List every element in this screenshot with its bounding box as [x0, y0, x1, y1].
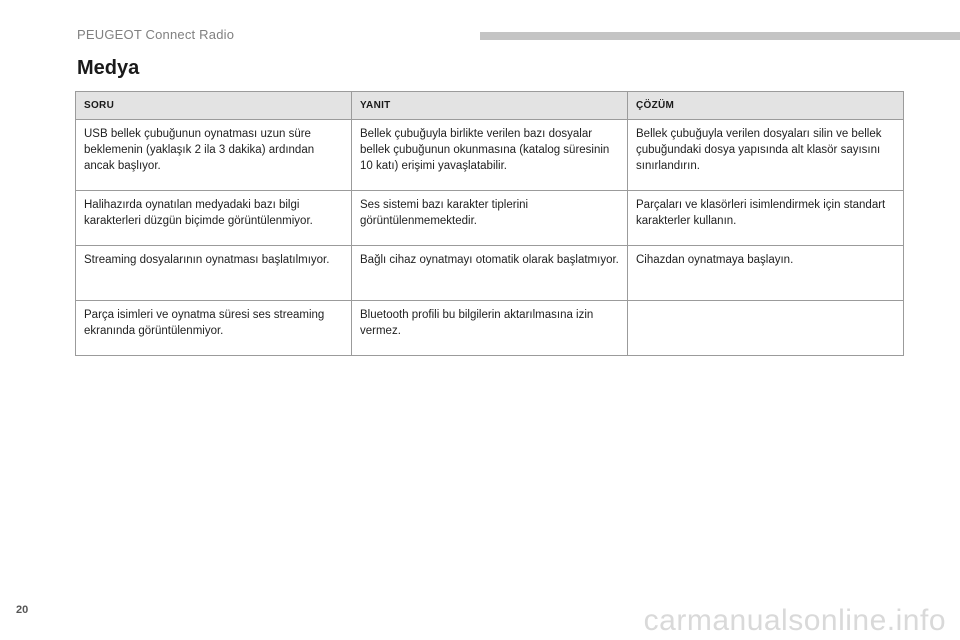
solution-cell: Bellek çubuğuyla verilen dosyaları silin ve bellek çubuğundaki dosya yapısında alt klasör sayısını sınırlandırın. — [628, 120, 904, 191]
answer-cell: Ses sistemi bazı karakter tiplerini görüntülenmemektedir. — [352, 191, 628, 246]
running-header: PEUGEOT Connect Radio — [77, 27, 235, 42]
watermark: carmanualsonline.info — [643, 604, 946, 637]
answer-cell: Bluetooth profili bu bilgilerin aktarılmasına izin vermez. — [352, 301, 628, 356]
table-row — [76, 301, 904, 356]
solution-cell: Parçaları ve klasörleri isimlendirmek için standart karakterler kullanın. — [628, 191, 904, 246]
page-number: 20 — [16, 604, 29, 616]
question-cell: Parça isimleri ve oynatma süresi ses streaming ekranında görüntülenmiyor. — [76, 301, 352, 356]
solution-cell — [628, 301, 904, 356]
table-row — [76, 246, 904, 301]
solution-cell: Cihazdan oynatmaya başlayın. — [628, 246, 904, 301]
column-header-solution: ÇÖZÜM — [628, 92, 904, 120]
table-row — [76, 120, 904, 191]
table-header-row — [76, 92, 904, 120]
troubleshooting-table — [75, 91, 904, 356]
question-cell: Halihazırda oynatılan medyadaki bazı bilgi karakterleri düzgün biçimde görüntülenmiyor. — [76, 191, 352, 246]
table-row — [76, 191, 904, 246]
header-decorative-bar — [480, 32, 960, 40]
answer-cell: Bağlı cihaz oynatmayı otomatik olarak başlatmıyor. — [352, 246, 628, 301]
column-header-answer: YANIT — [352, 92, 628, 120]
question-cell: USB bellek çubuğunun oynatması uzun süre beklemenin (yaklaşık 2 ila 3 dakika) ardından ancak başlıyor. — [76, 120, 352, 191]
section-title: Medya — [77, 57, 140, 79]
question-cell: Streaming dosyalarının oynatması başlatılmıyor. — [76, 246, 352, 301]
answer-cell: Bellek çubuğuyla birlikte verilen bazı dosyalar bellek çubuğunun okunmasına (katalog süresinin 10 katı) erişimi yavaşlatabilir. — [352, 120, 628, 191]
column-header-question: SORU — [76, 92, 352, 120]
